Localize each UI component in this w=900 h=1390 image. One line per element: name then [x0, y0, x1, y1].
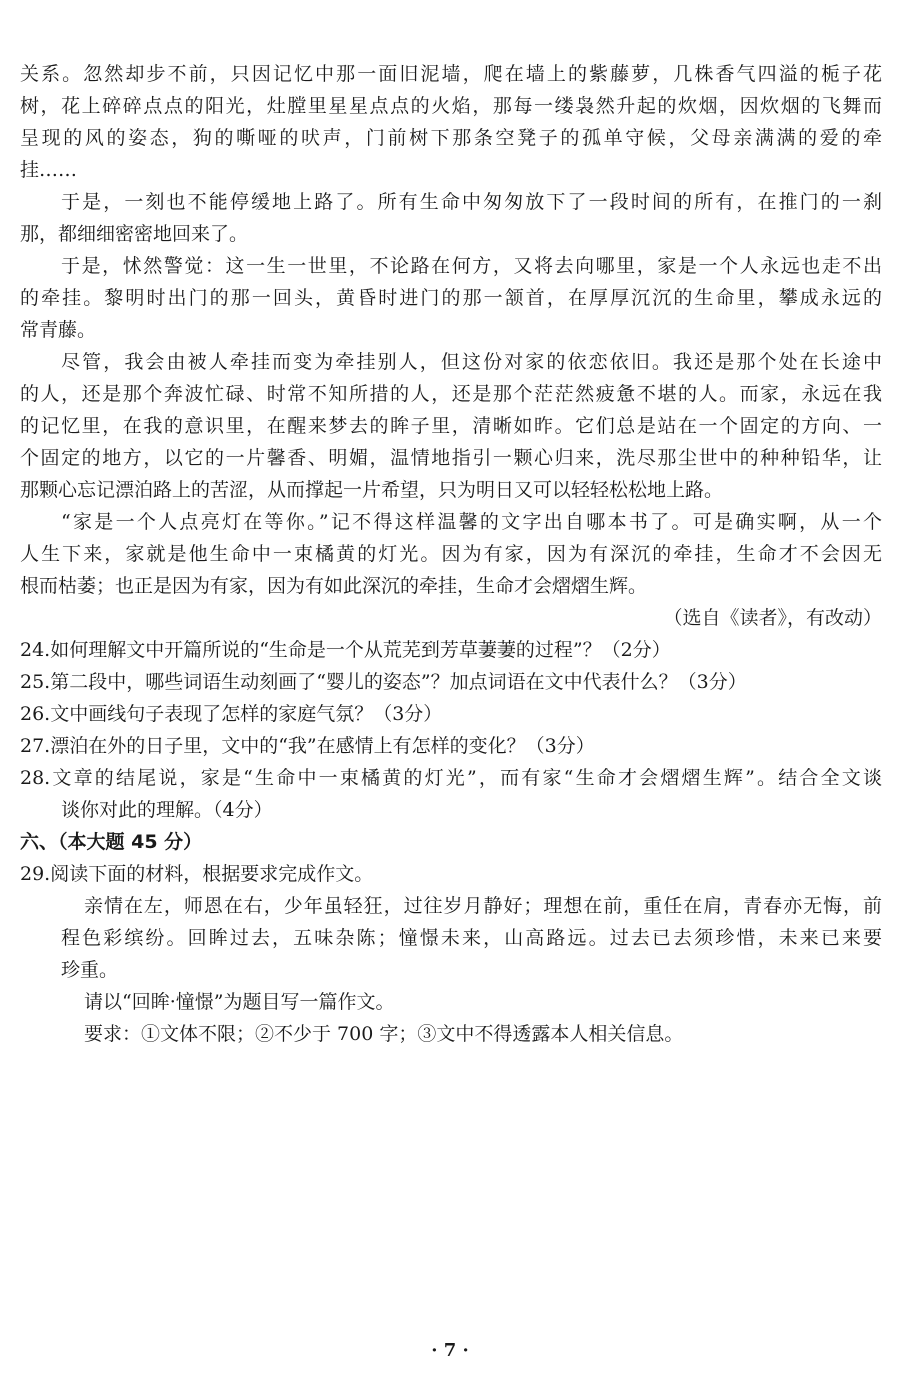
text-line: 常青藤。: [20, 319, 97, 341]
passage-paragraph-2: [20, 186, 882, 250]
essay-prompt: 请以“回眸·憧憬”为题目写一篇作文。: [84, 991, 395, 1013]
question-25: 25.第二段中，哪些词语生动刻画了“婴儿的姿态”？加点词语在文中代表什么？（3分）: [20, 671, 747, 693]
text-line: 那颗心忘记漂泊路上的苦涩，从而撑起一片希望，只为明日又可以轻轻松松地上路。: [20, 479, 724, 501]
passage-paragraph-5: [20, 506, 882, 602]
text-line: 挂……: [20, 159, 78, 181]
text-line: 树，花上碎碎点点的阳光，灶膛里星星点点的火焰，那每一缕袅然升起的炊烟，因炊烟的飞舞而: [20, 95, 882, 117]
question-29: 29.阅读下面的材料，根据要求完成作文。: [20, 863, 374, 885]
question-27: 27.漂泊在外的日子里，文中的“我”在感情上有怎样的变化？（3分）: [20, 735, 595, 757]
text-line: 谈你对此的理解。（4分）: [61, 799, 273, 821]
section-6-title: 六、（本大题 45 分）: [20, 831, 203, 853]
passage-paragraph-4: [20, 346, 882, 506]
text-line: 尽管，我会由被人牵挂而变为牵挂别人，但这份对家的依恋依旧。我还是那个处在长途中: [61, 351, 882, 373]
text-line: 的人，还是那个奔波忙碌、时常不知所措的人，还是那个茫茫然疲惫不堪的人。而家，永远在我: [20, 383, 882, 405]
text-line: 那，都细细密密地回来了。: [20, 223, 249, 245]
passage-paragraph-1: [20, 58, 882, 186]
text-line: 的记忆里，在我的意识里，在醒来梦去的眸子里，清晰如昨。它们总是站在一个固定的方向、一: [20, 415, 882, 437]
text-line: 珍重。: [61, 959, 119, 981]
essay-requirements: 要求：①文体不限；②不少于 700 字；③文中不得透露本人相关信息。: [84, 1023, 684, 1045]
exam-page: [20, 58, 882, 1050]
passage-source: （选自《读者》，有改动）: [663, 607, 882, 629]
text-line: “家是一个人点亮灯在等你。”记不得这样温馨的文字出自哪本书了。可是确实啊，从一个: [61, 511, 882, 533]
question-28: [20, 762, 882, 826]
passage-paragraph-3: [20, 250, 882, 346]
essay-material: [20, 890, 882, 986]
text-line: 28.文章的结尾说，家是“生命中一束橘黄的灯光”，而有家“生命才会熠熠生辉”。结合全文谈: [20, 767, 882, 789]
text-line: 的牵挂。黎明时出门的那一回头，黄昏时进门的那一颔首，在厚厚沉沉的生命里，攀成永远的: [20, 287, 882, 309]
text-line: 个固定的地方，以它的一片馨香、明媚，温情地指引一颗心归来，洗尽那尘世中的种种铅华，让: [20, 447, 882, 469]
page-number: · 7 ·: [431, 1340, 469, 1361]
text-line: 关系。忽然却步不前，只因记忆中那一面旧泥墙，爬在墙上的紫藤萝，几株香气四溢的栀子花: [20, 63, 882, 85]
text-line: 亲情在左，师恩在右，少年虽轻狂，过往岁月静好；理想在前，重任在肩，青春亦无悔，前: [84, 895, 882, 917]
text-line: 呈现的风的姿态，狗的嘶哑的吠声，门前树下那条空凳子的孤单守候，父母亲满满的爱的牵: [20, 127, 882, 149]
text-line: 人生下来，家就是他生命中一束橘黄的灯光。因为有家，因为有深沉的牵挂，生命才不会因无: [20, 543, 882, 565]
text-line: 于是，一刻也不能停缓地上路了。所有生命中匆匆放下了一段时间的所有，在推门的一刹: [61, 191, 882, 213]
text-line: 根而枯萎；也正是因为有家，因为有如此深沉的牵挂，生命才会熠熠生辉。: [20, 575, 648, 597]
text-line: 于是，怵然警觉：这一生一世里，不论路在何方，又将去向哪里，家是一个人永远也走不出: [61, 255, 882, 277]
question-24: 24.如何理解文中开篇所说的“生命是一个从荒芜到芳草萋萋的过程”？（2分）: [20, 639, 671, 661]
text-line: 程色彩缤纷。回眸过去，五味杂陈；憧憬未来，山高路远。过去已去须珍惜，未来已来要: [61, 927, 882, 949]
question-26: 26.文中画线句子表现了怎样的家庭气氛？（3分）: [20, 703, 443, 725]
